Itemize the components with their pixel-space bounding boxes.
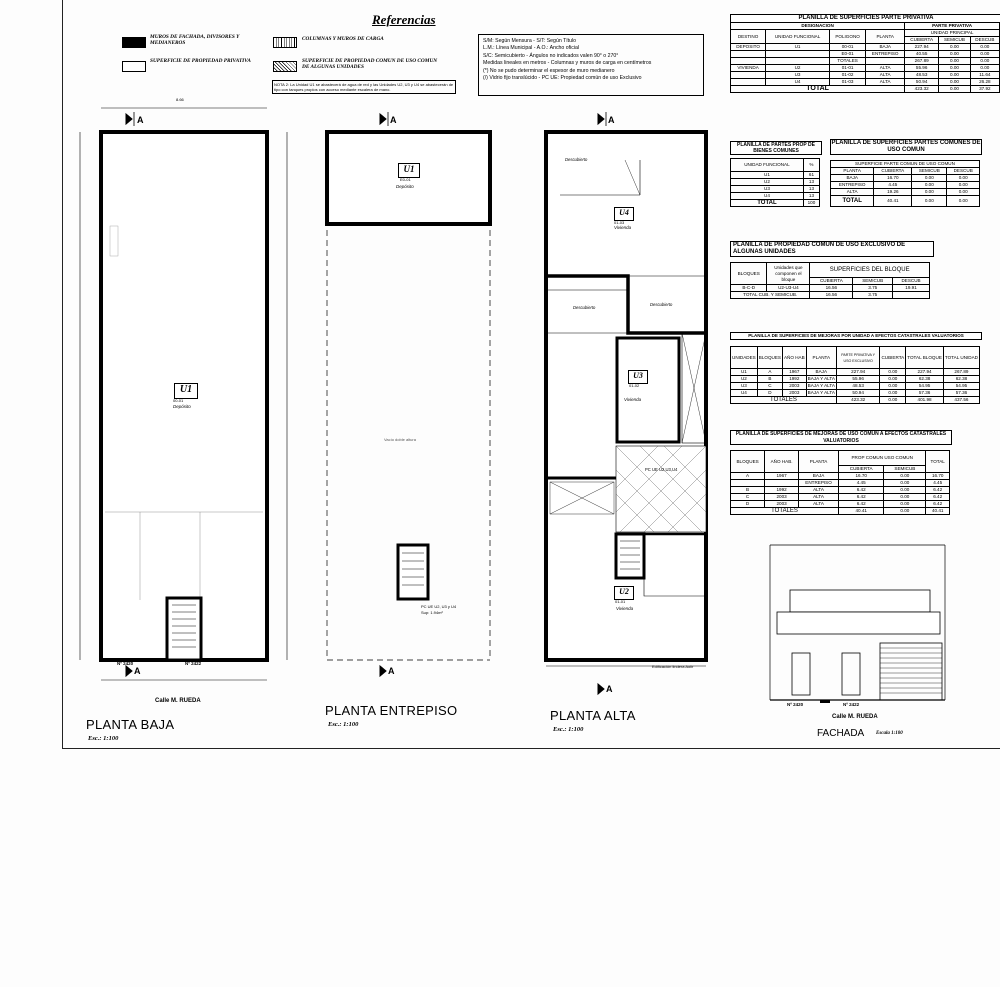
table-row [731,65,1000,72]
cell: 0.00 [939,86,971,93]
table-row [731,44,1000,51]
svg-text:A: A [388,666,395,676]
table-row [731,79,1000,86]
cell: BLOQUES [731,263,767,285]
fachada-drawing [770,545,945,703]
cell: 57.36 [943,390,979,397]
cell: 0.00 [939,65,971,72]
cell: U3 [731,186,804,193]
cell: VIVIENDA [731,65,766,72]
cell: B-C-D [731,285,767,292]
cell: 437.56 [943,397,979,404]
cell: TOTAL BLOQUE [906,347,944,369]
comun-mej-table [730,450,950,515]
hdr-descub: DESCUB [970,37,999,44]
cell: ALTA [799,501,839,508]
table-row [831,175,980,182]
bienes-table [730,158,820,207]
cell: CUBIERTA [880,347,906,369]
nota-2: NOTA 2: La Unidad U1 se abastecerá de agua de red y las Unidades U2, U3 y U4 se abastecerán de tipo con tanques propios con acceso mediante escalera de mano. [272,80,456,94]
table-row [731,501,950,508]
cell: BLOQUES [731,451,765,473]
cell: 0.00 [884,480,926,487]
total-row [731,508,950,515]
mejoras-table [730,346,980,404]
cell: TOTALES [731,397,837,404]
cell: 0.00 [884,508,926,515]
cell: 4.45 [874,182,912,189]
cell: 00-01 [829,44,865,51]
u1-entrepiso-sub: E0-01 [400,177,411,182]
cell: 4.45 [839,480,884,487]
cell: 40.41 [926,508,950,515]
cell: ALTA [799,487,839,494]
fachada-scale: Escala 1:100 [876,731,903,736]
street-number-2: Nº 2422 [185,661,202,666]
cell: 55.96 [905,65,939,72]
cell: 3.75 [853,285,893,292]
table-row [731,193,820,200]
fachada-title: FACHADA [817,728,865,739]
table-row [731,390,980,397]
table-row [731,179,820,186]
hdr-unidad: UNIDAD FUNCIONAL [766,30,830,44]
fachada-number-2: Nº 2422 [843,702,860,707]
pcue-sup: Sup: 1.94m² [421,610,443,615]
cell: E0-01 [829,51,865,58]
u3-sub: 01-02 [629,383,640,388]
svg-text:A: A [137,115,144,125]
cell: Unidades que componen el bloque [767,263,810,285]
cell: 227.94 [906,369,944,376]
cell: TOTAL [831,196,874,207]
cell: 267.89 [905,58,939,65]
hdr-destino: DESTINO [731,30,766,44]
cell: 0.00 [884,494,926,501]
cell: 0.00 [912,182,947,189]
cell: U2 [766,65,830,72]
cell: CUBIERTA [874,168,912,175]
cell [766,58,830,65]
u2-sub: 01-01 [615,599,626,604]
cell: 423.32 [905,86,939,93]
cell: 2003 [765,501,799,508]
u4-label: U4 [614,207,634,221]
svg-text:A: A [606,684,613,694]
cell: 0.00 [970,58,999,65]
cell: 0.00 [884,473,926,480]
cell: 0.00 [947,196,980,207]
table-row [731,285,930,292]
cell: 57.36 [906,390,944,397]
cell: 16.70 [839,473,884,480]
cell: C [731,494,765,501]
street-fachada: Calle M. RUEDA [832,714,878,720]
cell: 0.00 [939,58,971,65]
hdr-semicub: SEMICUB [939,37,971,44]
cell: B [731,487,765,494]
cell: 0.00 [880,376,906,383]
cell: 3.75 [853,292,893,299]
table-row [731,51,1000,58]
cell: ALTA [866,79,905,86]
fachada-number-1: Nº 2420 [787,702,804,707]
planta-baja-scale: Esc.: 1:100 [88,735,119,742]
cell: % [803,159,819,172]
cell: 0.00 [912,175,947,182]
cell: 19.91 [893,285,930,292]
cell: 01-02 [829,72,865,79]
cell: 01-03 [829,79,865,86]
cell: SEMICUB [912,168,947,175]
cell: 100 [803,200,819,207]
cell: U3 [766,72,830,79]
cell: ALTA [866,65,905,72]
cell: 0.00 [912,196,947,207]
table-row [731,172,820,179]
pc-label: PC UE U2,U3,U4 [645,467,678,472]
cell: 1967 [782,369,806,376]
legend-label-common: SUPERFICIE DE PROPIEDAD COMUN DE USO COMUN DE ALGUNAS UNIDADES [302,58,438,70]
cell: BAJA Y ALTA [807,376,835,381]
cell: 6.42 [926,494,950,501]
bienes-title: PLANILLA DE PARTES PROP DE BIENES COMUNES [730,141,822,155]
cell: U4 [766,79,830,86]
table-row [731,480,950,487]
note-line: Medidas lineales en metros - Columnas y muros de carga en centímetros [483,60,652,67]
cell: ENTREPISO [799,480,839,487]
u1-entrepiso-use: Depósito [396,184,414,189]
cell: DESCUB [893,278,930,285]
cell: 0.00 [884,501,926,508]
planta-alta-scale: Esc.: 1:100 [553,726,584,733]
cell: BAJA [831,175,874,182]
cell: AÑO HAB [782,347,806,369]
cell: 0.00 [970,65,999,72]
cell: 1992 [782,376,806,383]
hdr-cubierta: CUBIERTA [905,37,939,44]
cell: TOTAL [926,451,950,473]
cell: U2 [731,179,804,186]
hdr-planta: PLANTA [866,30,905,44]
cell: 0.00 [880,390,906,397]
cell: U1 [731,172,804,179]
total-row [831,196,980,207]
u3-label: U3 [628,370,648,384]
planta-entrepiso-drawing [327,112,490,676]
comun-table [830,160,980,207]
cell [731,480,765,487]
planta-baja-title: PLANTA BAJA [86,717,175,732]
cell: TOTALES [731,508,839,515]
cell: SUPERFICIES DEL BLOQUE [810,263,930,278]
cell: 2003 [782,390,806,397]
width-dim: 8.66 [176,97,184,102]
cell: PLANTA [799,451,839,473]
table-row [831,189,980,196]
cell: CUBIERTA [839,466,884,473]
cell: D [757,390,782,397]
cell: A [757,369,782,376]
svg-text:A: A [608,115,615,125]
descubierto-3: Descubierto [650,302,673,307]
cell: ALTA [866,72,905,79]
table-row [831,182,980,189]
u1-baja-label: U1 [174,383,198,399]
edif-label: Edificación lindera Aolir [652,664,694,669]
cell: BAJA Y ALTA [807,383,835,388]
cell: 54.95 [943,383,979,390]
cell: 0.00 [939,44,971,51]
cell: 16.70 [874,175,912,182]
table-row [731,383,980,390]
cell: TOTAL UNIDAD [943,347,979,369]
cell: BLOQUES [757,347,782,369]
cell: U3 [731,383,758,390]
cell: A [731,473,765,480]
note-line: (*) No se pudo determinar el espesor de muro medianero [483,67,615,74]
hdr-parte-privativa: PARTE PRIVATIVA [905,23,1000,30]
cell: AÑO HAB. [765,451,799,473]
u3-use: Vivienda [624,397,642,402]
u2-use: Vivienda [616,606,634,611]
privativa-title: PLANILLA DE SUPERFICIES PARTE PRIVATIVA [730,14,1000,23]
cell: TOTALES [829,58,865,65]
cell: DEPOSITO [731,44,766,51]
descubierto-2: Descubierto [573,305,596,310]
cell: 423.32 [836,397,880,404]
planta-entrepiso-scale: Esc.: 1:100 [328,721,359,728]
cell: 0.00 [947,175,980,182]
cell: PLANTA [831,168,874,175]
privativa-table [730,22,1000,93]
cell: B [757,376,782,383]
cell: 13 [803,179,819,186]
cell: 50.94 [836,390,880,397]
cell: 40.41 [874,196,912,207]
cell: 0.00 [939,72,971,79]
cell: 6.42 [839,494,884,501]
total-row [731,397,980,404]
cell: 61 [803,172,819,179]
cell: ENTREPISO [866,51,905,58]
legend-label-columns: COLUMNAS Y MUROS DE CARGA [302,36,384,42]
cell: SUPERFICIE PARTE COMUN DE USO COMUN [831,161,980,168]
planta-entrepiso-title: PLANTA ENTREPISO [325,703,458,718]
cell: TOTAL CUB. Y SEMICUB. [731,292,810,299]
cell: 2003 [782,383,806,390]
cell [765,480,799,487]
descubierto-1: Descubierto [565,157,588,162]
u4-sub: 01-03 [614,220,625,225]
cell [731,58,766,65]
planta-baja-drawing [80,61,287,680]
cell: 0.00 [947,182,980,189]
cell: 62.38 [906,376,944,383]
cell: SEMICUB [853,278,893,285]
cell: 01-01 [829,65,865,72]
cell: 0.00 [947,189,980,196]
cell: 54.95 [906,383,944,390]
legend-label-private: SUPERFICIE DE PROPIEDAD PRIVATIVA [150,58,251,64]
mejoras-title: PLANILLA DE SUPERFICIES DE MEJORAS POR UNIDAD A EFECTOS CATASTRALES VALUATORIOS [730,332,982,340]
cell: 0.00 [970,44,999,51]
hdr-unidad-principal: UNIDAD PRINCIPAL [905,30,1000,37]
cell: PROP COMUN USO COMUN [839,451,926,466]
table-row [731,72,1000,79]
note-line: (/) Vidrio fijo translúcido - PC UE: Propiedad común de uso Exclusivo [483,75,642,82]
cell: 16.56 [810,292,853,299]
cell: U4 [731,193,804,200]
cell: 6.42 [926,487,950,494]
cell: 1992 [765,487,799,494]
planta-alta-title: PLANTA ALTA [550,708,636,723]
cell: 0.00 [939,79,971,86]
exclusivo-title: PLANILLA DE PROPIEDAD COMUN DE USO EXCLUSIVO DE ALGUNAS UNIDADES [730,241,934,257]
cell: 62.38 [943,376,979,383]
u1-baja-use: Depósito [173,404,191,409]
cell: CUBIERTA [810,278,853,285]
cell: BAJA [799,473,839,480]
note-line: S/M: Según Mensura - S/T: Según Título [483,38,577,44]
references-title: Referencias [372,12,436,27]
cell: U1 [766,44,830,51]
cell: 0.00 [880,383,906,390]
comun-mej-title: PLANILLA DE SUPERFICIES DE MEJORAS DE USO COMUN A EFECTOS CATASTRALES VALUATORIOS [730,430,952,445]
cell: UNIDADES [731,347,758,369]
cell: BAJA Y ALTA [807,390,835,395]
cell: U2 [731,376,758,383]
table-row [731,58,1000,65]
cell: DESCUB [947,168,980,175]
cell: 16.70 [926,473,950,480]
hdr-designacion: DESIGNACION [731,23,905,30]
cell: 55.96 [836,376,880,383]
cell [766,51,830,58]
cell: BAJA [866,44,905,51]
legend-label-walls: MUROS DE FACHADA, DIVISORES Y MEDIANEROS [150,34,240,46]
note-line: L.M.: Línea Municipal - A.O.: Ancho oficial [483,45,580,52]
cell [731,72,766,79]
total-row [731,200,820,207]
cell: 26.28 [970,79,999,86]
cell: 227.94 [836,369,880,376]
table-row [731,487,950,494]
cell: 40.55 [905,51,939,58]
cell [866,58,905,65]
cell: 13 [803,186,819,193]
comun-title: PLANILLA DE SUPERFICIES PARTES COMUNES DE USO COMUN [831,140,981,153]
note-line: S/C: Semicubierto - Ángulos no indicados valen 90° o 270° [483,52,619,59]
cell: 267.89 [943,369,979,376]
cell: 37.92 [970,86,999,93]
cell: 0.00 [884,487,926,494]
cell: 0.00 [880,369,906,376]
cell [731,51,766,58]
cell: PARTE PRIVATIVA Y USO EXCLUSIVO [836,347,880,369]
cell: 50.94 [905,79,939,86]
total-row [731,292,930,299]
cell: SEMICUB [884,466,926,473]
cell: U1 [731,369,758,376]
cell: 4.45 [926,480,950,487]
cell: 0.00 [880,397,906,404]
cell: 19.26 [874,189,912,196]
cell: 227.94 [905,44,939,51]
cell: ALTA [799,494,839,501]
cell: U2-U3-U4 [767,285,810,292]
u1-baja-sub: 00-01 [173,398,184,403]
cell [731,79,766,86]
svg-text:A: A [134,666,141,676]
exclusivo-table [730,262,930,299]
street-baja: Calle M. RUEDA [155,698,201,704]
cell: 48.53 [905,72,939,79]
cell: 6.42 [839,487,884,494]
cell: 48.53 [836,383,880,390]
hdr-poligono: POLIGONO [829,30,865,44]
table-row [731,369,980,376]
cell: ALTA [831,189,874,196]
cell: PLANTA [806,347,836,369]
cell: 16.56 [810,285,853,292]
total-row [731,86,1000,93]
cell: 2003 [765,494,799,501]
svg-text:A: A [390,115,397,125]
cell: TOTAL [731,86,905,93]
void-label: Vacío doble altura [384,437,416,442]
cell: 1967 [765,473,799,480]
u2-label: U2 [614,586,634,600]
cell: D [731,501,765,508]
cell: BAJA [806,369,836,376]
u4-use: Vivienda [614,225,632,230]
cell: 0.00 [970,51,999,58]
cell: C [757,383,782,390]
u1-entrepiso-label: U1 [398,163,420,178]
street-number-1: Nº 2420 [117,661,134,666]
cell: 401.98 [906,397,944,404]
cell: ENTREPISO [831,182,874,189]
cell: TOTAL [731,200,804,207]
table-row [731,473,950,480]
cell: UNIDAD FUNCIONAL [731,159,804,172]
cell: U4 [731,390,758,397]
table-row [731,376,980,383]
cell: 40.41 [839,508,884,515]
cell: 6.42 [839,501,884,508]
pcue-label: PC UE U2, U3 y U4 [421,604,457,609]
cell: 13 [803,193,819,200]
cell: 0.00 [939,51,971,58]
cell: 11.64 [970,72,999,79]
cell: 6.42 [926,501,950,508]
table-row [731,186,820,193]
table-row [731,494,950,501]
cell: 0.00 [912,189,947,196]
